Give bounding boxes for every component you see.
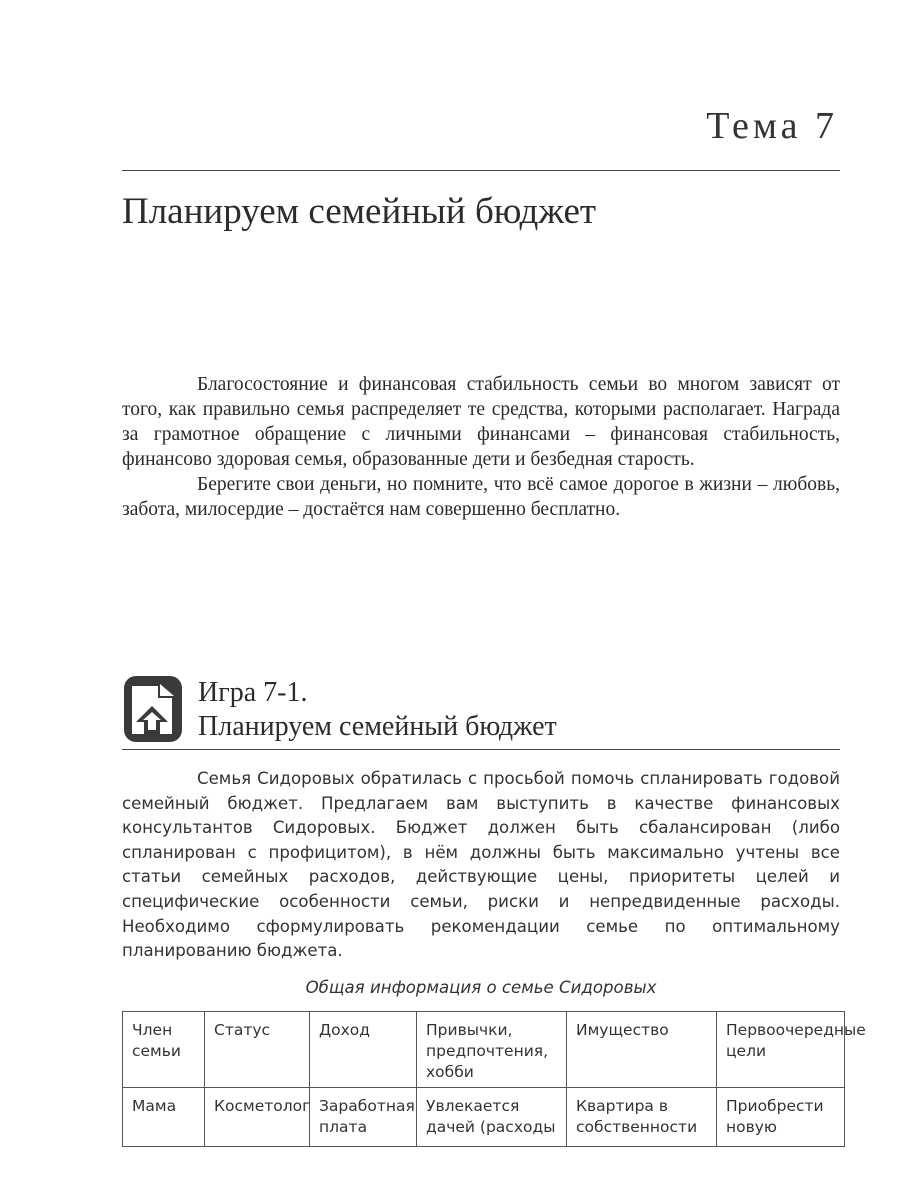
intro-paragraph: Берегите свои деньги, но помните, что всё самое дорогое в жизни – любовь, забота, милосердие – достаётся нам совершенно бесплатно.	[122, 474, 840, 520]
table-cell: Приобрести новую	[717, 1088, 845, 1147]
game-title: Планируем семейный бюджет	[198, 711, 557, 742]
intro-text	[122, 372, 840, 522]
table-cell: Мама	[123, 1088, 205, 1147]
game-heading	[198, 676, 557, 744]
chapter-title: Планируем семейный бюджет	[122, 191, 597, 232]
family-info-table	[122, 1011, 866, 1147]
intro-paragraph: Благосостояние и финансовая стабильность семьи во многом зависят от того, как правильно семья распределяет те средства, которыми располагает. Награда за грамотное обращение с личными финансами – финансовая стабильность, финансово здоровая семья, образованные дети и безбедная старость.	[122, 374, 840, 470]
table-header-cell: Имущество	[567, 1012, 717, 1088]
table-cell: Увлекается дачей (расходы	[417, 1088, 567, 1147]
book-arrow-up-icon	[122, 674, 184, 744]
game-divider	[122, 749, 840, 750]
table-header-cell: Статус	[205, 1012, 310, 1088]
table-caption: Общая информация о семье Сидоровых	[305, 978, 657, 997]
table-cell: Заработная плата	[310, 1088, 417, 1147]
task-text	[122, 767, 840, 964]
topic-label: Тема 7	[706, 105, 838, 147]
table-header-cell: Первоочередные цели	[717, 1012, 845, 1088]
task-paragraph: Семья Сидоровых обратилась с просьбой помочь спланировать годовой семейный бюджет. Предлагаем вам выступить в качестве финансовых консультантов Сидоровых. Бюджет должен быть сбалансирован (либо спланирован с профицитом), в нём должны быть максимально учтены все статьи семейных расходов, действующие цены, приоритеты целей и специфические особенности семьи, риски и непредвиденные расходы. Необходимо сформулировать рекомендации семье по оптимальному планированию бюджета.	[122, 769, 840, 961]
table-cell: Косметолог	[205, 1088, 310, 1147]
table-row	[123, 1088, 845, 1147]
table-header-row	[123, 1012, 845, 1088]
table-header-cell: Член семьи	[123, 1012, 205, 1088]
table-header-cell: Доход	[310, 1012, 417, 1088]
table-cell: Квартира в собственности	[567, 1088, 717, 1147]
header-divider	[122, 170, 840, 171]
table-header-cell: Привычки, предпочтения, хобби	[417, 1012, 567, 1088]
game-number: Игра 7-1.	[198, 677, 308, 708]
